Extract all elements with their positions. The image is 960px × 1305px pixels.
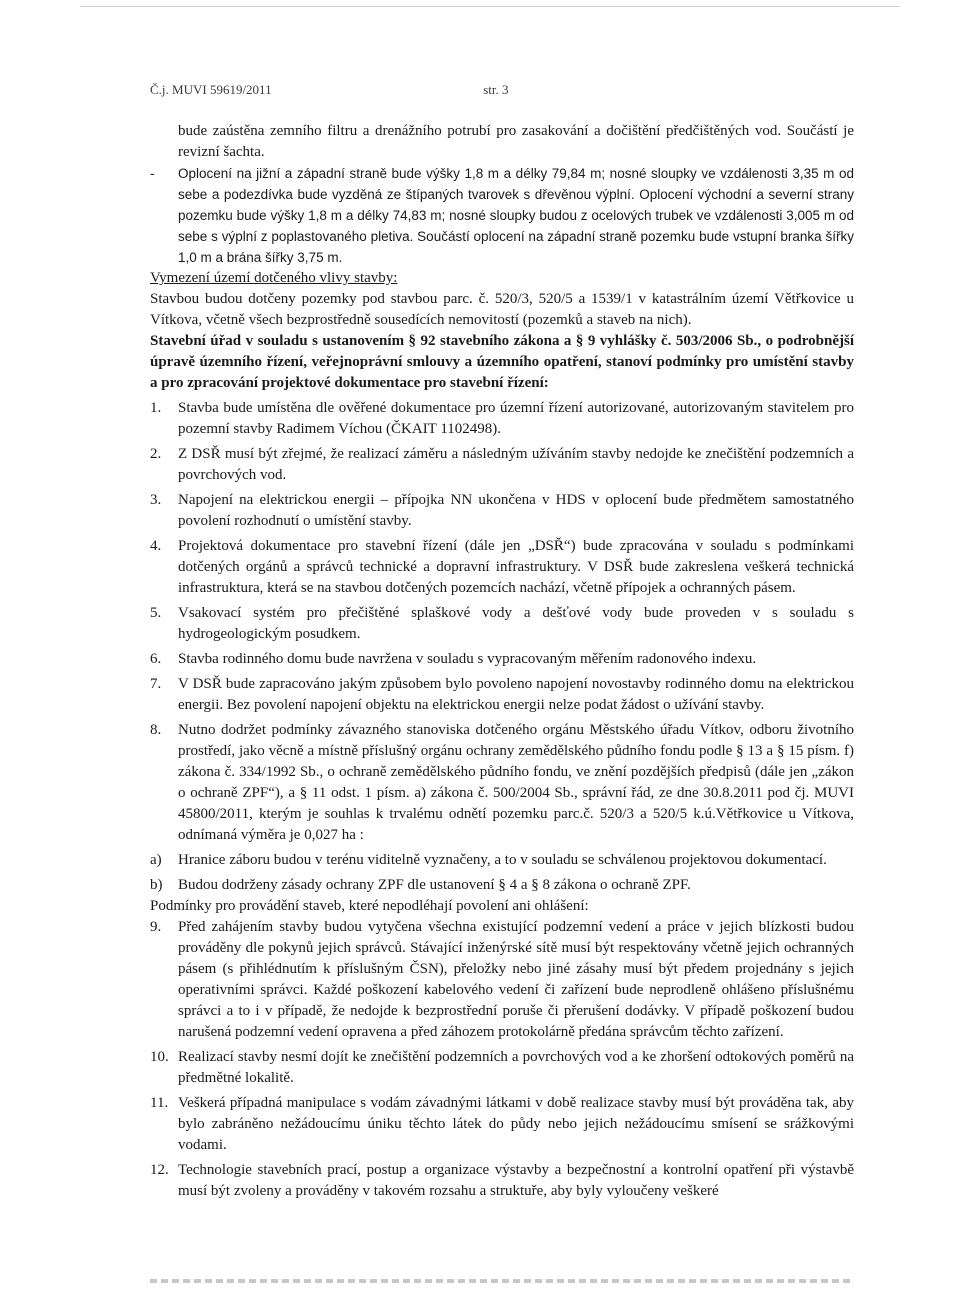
condition-text: Veškerá případná manipulace s vodám závadnými látkami v době realizace stavby musí být prováděna tak, aby bylo zabráněno nežádoucímu úniku těchto látek do půdy nebo jejich nežádoucímu smísení se srážkovými vodami. (178, 1095, 854, 1153)
condition-text: Nutno dodržet podmínky závazného stanoviska dotčeného orgánu Městského úřadu Vítkov, odboru životního prostředí, jako věcně a místně příslušný orgánu ochrany zemědělského půdního fondu podle § 13 a § 15 písm. f) zákona č. 334/1992 Sb., o ochraně zemědělského půdního fondu, ve znění pozdějších předpisů (dále jen „zákon o ochraně ZPF“), a § 11 odst. 1 písm. a) zákona č. 500/2004 Sb., správní řád, ze dne 30.8.2011 pod čj. MUVI 45800/2011, kterým je souhlas k trvalému odnětí pozemku parc.č. 520/3 a 520/5 k.ú.Větřkovice u Vítkova, odnímaná výměra je 0,027 ha : (178, 722, 854, 843)
scan-top-edge (80, 6, 900, 7)
condition-number: 11. (150, 1095, 169, 1111)
condition-text: Před zahájením stavby budou vytyčena všechna existující podzemní vedení a práce v jejich blízkosti budou prováděny dle pokynů jejich správců. Stávající inženýrské sítě musí být respektovány včetně jejich ochranných pásem (s přihlédnutím k příslušným ČSN), přeložky nebo jiné zásahy musí být předem projednány s jejich operativními správci. Každé poškození kabelového vedení či zařízení bude neprodleně ohlášeno příslušnému správci a to i v případě, že nedojde k bezprostřední poruše či přerušení dodávky. V případě poškození budou narušená podzemní vedení opravena a před záhozem protokolárně předána správcům těchto zařízení. (178, 919, 854, 1040)
condition-item (150, 1160, 854, 1202)
condition-text: Napojení na elektrickou energii – přípojka NN ukončena v HDS v oplocení bude předmětem samostatného povolení rozhodnutí o umístění stavby. (178, 492, 854, 529)
condition-number: 2. (150, 446, 162, 462)
condition-text: Budou dodrženy zásady ochrany ZPF dle ustanovení § 4 a § 8 zákona o ochraně ZPF. (178, 877, 691, 893)
condition-number: 12. (150, 1162, 169, 1178)
affected-area-heading: Vymezení území dotčeného vlivy stavby: (150, 270, 398, 286)
condition-item (150, 536, 854, 599)
condition-subitem (150, 875, 854, 896)
condition-item (150, 649, 854, 670)
condition-number: 10. (150, 1049, 169, 1065)
cut-off-text-line (150, 1279, 850, 1283)
construction-heading: Podmínky pro provádění staveb, které nepodléhají povolení ani ohlášení: (150, 898, 589, 914)
condition-item (150, 674, 854, 716)
fence-paragraph (150, 163, 854, 268)
condition-text: Stavba bude umístěna dle ověřené dokumentace pro územní řízení autorizované, autorizovaným stavitelem pro pozemní stavby Radimem Víchou (ČKAIT 1102498). (178, 400, 854, 437)
condition-number: 1. (150, 400, 162, 416)
condition-number: 4. (150, 538, 162, 554)
condition-letter: a) (150, 852, 162, 868)
condition-item (150, 720, 854, 846)
condition-item (150, 1093, 854, 1156)
page-number: str. 3 (483, 82, 509, 97)
condition-number: 5. (150, 605, 162, 621)
condition-text: V DSŘ bude zapracováno jakým způsobem bylo povoleno napojení novostavby rodinného domu na elektrickou energii. Bez povolení napojení objektu na elektrickou energii nelze podat žádost o užívání stavby. (178, 676, 854, 713)
decision-statement: Stavební úřad v souladu s ustanovením § 92 stavebního zákona a § 9 vyhlášky č. 503/2006 Sb., o podrobnější úpravě územního řízení, veřejnoprávní smlouvy a územního opatření, stanoví podmínky pro umístění stavby a pro zpracování projektové dokumentace pro stavební řízení: (150, 333, 854, 391)
condition-item (150, 1047, 854, 1089)
condition-item (150, 398, 854, 440)
condition-item (150, 444, 854, 486)
condition-text: Technologie stavebních prací, postup a organizace výstavby a bezpečnostní a kontrolní opatření při výstavbě musí být zvoleny a prováděny v takovém rozsahu a struktuře, aby byly vyloučeny veškeré (178, 1162, 854, 1199)
intro-paragraph: bude zaústěna zemního filtru a drenážního potrubí pro zasakování a dočištění předčištěných vod. Součástí je revizní šachta. (178, 123, 854, 160)
fence-text-2: Oplocení východní a severní strany pozemku bude výšky 1,8 m a délky 74,83 m; nosné sloupky budou z ocelových trubek ve vzdálenosti 3,005 m od sebe s výplní z poplastovaného pletiva. Součástí oplocení na západní straně pozemku bude vstupní branka šířky 1,0 m a brána šířky 3,75 m. (178, 187, 854, 265)
condition-text: Realizací stavby nesmí dojít ke znečištění podzemních a povrchových vod a ke zhoršení odtokových poměrů na předmětné lokalitě. (178, 1049, 854, 1086)
dash-marker: - (150, 166, 155, 181)
condition-item (150, 490, 854, 532)
document-body (150, 121, 854, 1202)
affected-area-text: Stavbou budou dotčeny pozemky pod stavbou parc. č. 520/3, 520/5 a 1539/1 v katastrálním území Větřkovice u Vítkova, včetně všech bezprostředně sousedících nemovitostí (pozemků a staveb na nich). (150, 291, 854, 328)
reference-number: Č.j. MUVI 59619/2011 (150, 82, 272, 97)
condition-text: Vsakovací systém pro přečištěné splaškové vody a dešťové vody bude proveden v s souladu s hydrogeologickým posudkem. (178, 605, 854, 642)
condition-letter: b) (150, 877, 163, 893)
condition-text: Projektová dokumentace pro stavební řízení (dále jen „DSŘ“) bude zpracována v souladu s podmínkami dotčených orgánů a správců technické a dopravní infrastruktury. V DSŘ bude zakreslena veškerá technická infrastruktura, která se na stavbou dotčených pozemcích nachází, včetně přípojek a ochranných pásem. (178, 538, 854, 596)
fence-text-1: Oplocení na jižní a západní straně bude výšky 1,8 m a délky 79,84 m; nosné sloupky ve vzdálenosti 3,35 m od sebe a podezdívka bude vyzděná ze štípaných tvarovek s dřevěnou výplní. (178, 166, 854, 202)
condition-number: 8. (150, 722, 162, 738)
condition-number: 6. (150, 651, 162, 667)
page-header (150, 82, 509, 98)
condition-item (150, 603, 854, 645)
condition-item (150, 917, 854, 1043)
condition-text: Hranice záboru budou v terénu viditelně vyznačeny, a to v souladu se schválenou projektovou dokumentací. (178, 852, 827, 868)
condition-text: Z DSŘ musí být zřejmé, že realizací záměru a následným užíváním stavby nedojde ke znečištění podzemních a povrchových vod. (178, 446, 854, 483)
condition-number: 9. (150, 919, 162, 935)
condition-subitem (150, 850, 854, 871)
condition-number: 3. (150, 492, 162, 508)
condition-number: 7. (150, 676, 162, 692)
condition-text: Stavba rodinného domu bude navržena v souladu s vypracovaným měřením radonového indexu. (178, 651, 757, 667)
